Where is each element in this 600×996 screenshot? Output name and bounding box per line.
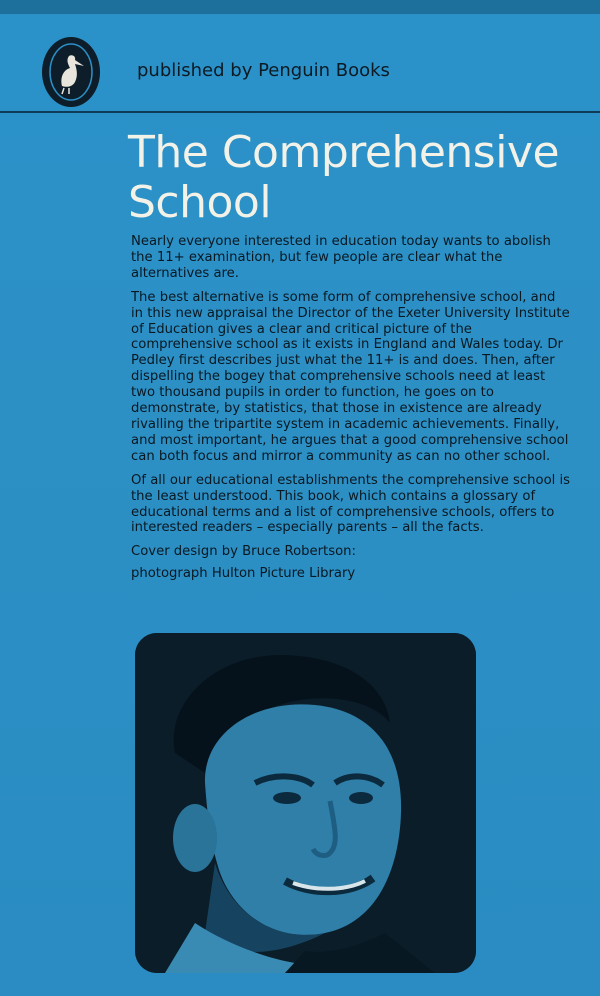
blurb-paragraph-2: The best alternative is some form of comprehensive school, and in this new appraisal the Director of the Exeter University Institute of Education gives a clear and critical picture of the comprehensive school as it exists in England and Wales today. Dr Pedley first describes just what the 11+ is and does. Then, after dispelling the bogey that comprehensive schools need at least two thousand pupils in order to function, he goes on to demonstrate, by statistics, that those in existence are already rivalling the tripartite system in academic achievements. Finally, and most important, he argues that a good comprehensive school can both focus and mirror a community as can no other school. [131, 289, 570, 464]
blurb-text [131, 234, 571, 588]
top-edge-shadow [0, 0, 600, 14]
photo-credit: photograph Hulton Picture Library [131, 566, 356, 582]
title-line-2: School [128, 177, 272, 228]
blurb-paragraph-1: Nearly everyone interested in education today wants to abolish the 11+ examination, but few people are clear what the alternatives are. [131, 234, 551, 281]
author-photograph [135, 633, 476, 973]
divider-line [0, 111, 600, 113]
publisher-label: published by Penguin Books [137, 60, 390, 81]
blurb-paragraph-3: Of all our educational establishments the comprehensive school is the least understood. This book, which contains a glossary of educational terms and a list of comprehensive schools, offers to interested readers – especially parents – all the facts. [131, 472, 571, 536]
cover-design-credit: Cover design by Bruce Robertson: [131, 544, 356, 560]
title-line-1: The Comprehensive [128, 127, 560, 178]
pelican-logo-icon [42, 37, 100, 107]
book-title [128, 128, 598, 228]
